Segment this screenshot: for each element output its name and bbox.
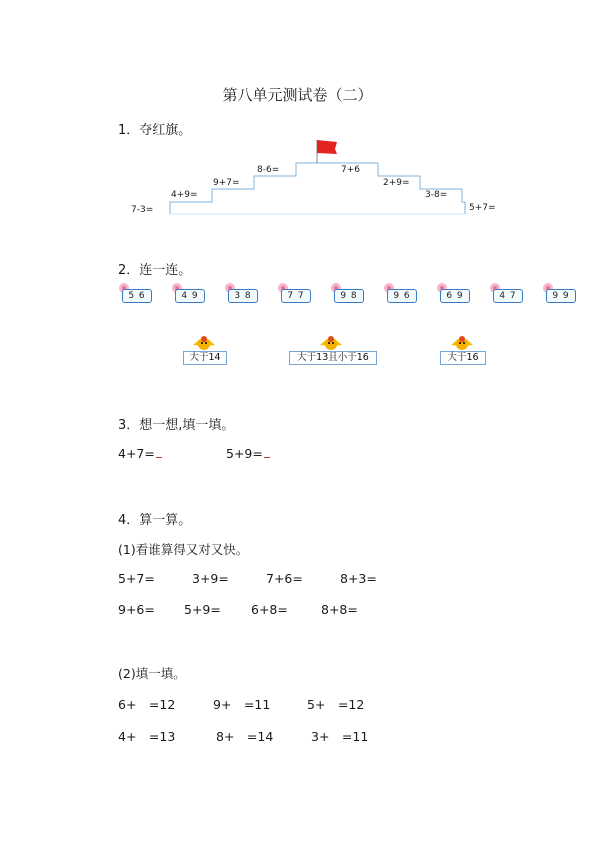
- number-card[interactable]: 4 9: [175, 289, 205, 303]
- fill-item: 5+9=: [226, 446, 270, 461]
- target-box[interactable]: 大于14: [183, 351, 227, 365]
- fill-calc-item: 8+ =14: [216, 729, 274, 744]
- q2-heading: 2．连一连。: [118, 263, 192, 278]
- fill-calc-item: 5+ =12: [307, 697, 365, 712]
- stair-step-6: 2+9=: [383, 178, 410, 188]
- red-flag-icon: [317, 140, 337, 163]
- calc-item: 5+9=: [184, 602, 221, 617]
- q1-heading: 1．夺红旗。: [118, 123, 192, 138]
- staircase-diagram: [120, 136, 510, 222]
- bird-icon: [191, 333, 217, 353]
- q4-part1-title: (1)看谁算得又对又快。: [118, 542, 249, 557]
- stair-step-5: 7+6: [341, 165, 360, 175]
- stair-step-8: 5+7=: [469, 203, 496, 213]
- answer-blank[interactable]: [156, 447, 162, 458]
- fill-calc-item: 9+ =11: [213, 697, 271, 712]
- stair-step-7: 3-8=: [425, 190, 448, 200]
- number-card[interactable]: 5 6: [122, 289, 152, 303]
- bird-icon: [449, 333, 475, 353]
- page-title: 第八单元测试卷（二）: [222, 86, 373, 104]
- number-card[interactable]: 9 9: [546, 289, 576, 303]
- fill-calc-item: 3+ =11: [311, 729, 369, 744]
- stair-step-4: 8-6=: [257, 165, 280, 175]
- stair-step-1: 7-3=: [131, 205, 154, 215]
- calc-item: 5+7=: [118, 571, 155, 586]
- number-card[interactable]: 3 8: [228, 289, 258, 303]
- fill-calc-item: 4+ =13: [118, 729, 176, 744]
- q3-heading: 3．想一想,填一填。: [118, 418, 235, 433]
- number-card[interactable]: 7 7: [281, 289, 311, 303]
- stair-step-2: 4+9=: [171, 190, 198, 200]
- q4-part2-title: (2)填一填。: [118, 666, 186, 681]
- fill-item: 4+7=: [118, 446, 162, 461]
- calc-item: 9+6=: [118, 602, 155, 617]
- answer-blank[interactable]: [264, 447, 270, 458]
- target-box[interactable]: 大于13且小于16: [289, 351, 377, 365]
- number-card[interactable]: 9 8: [334, 289, 364, 303]
- fill-calc-item: 6+ =12: [118, 697, 176, 712]
- calc-item: 8+8=: [321, 602, 358, 617]
- target-box[interactable]: 大于16: [440, 351, 486, 365]
- bird-icon: [318, 333, 344, 353]
- number-card[interactable]: 6 9: [440, 289, 470, 303]
- q4-heading: 4．算一算。: [118, 513, 192, 528]
- calc-item: 3+9=: [192, 571, 229, 586]
- calc-item: 8+3=: [340, 571, 377, 586]
- stair-step-3: 9+7=: [213, 178, 240, 188]
- number-card[interactable]: 4 7: [493, 289, 523, 303]
- calc-item: 7+6=: [266, 571, 303, 586]
- number-card[interactable]: 9 6: [387, 289, 417, 303]
- calc-item: 6+8=: [251, 602, 288, 617]
